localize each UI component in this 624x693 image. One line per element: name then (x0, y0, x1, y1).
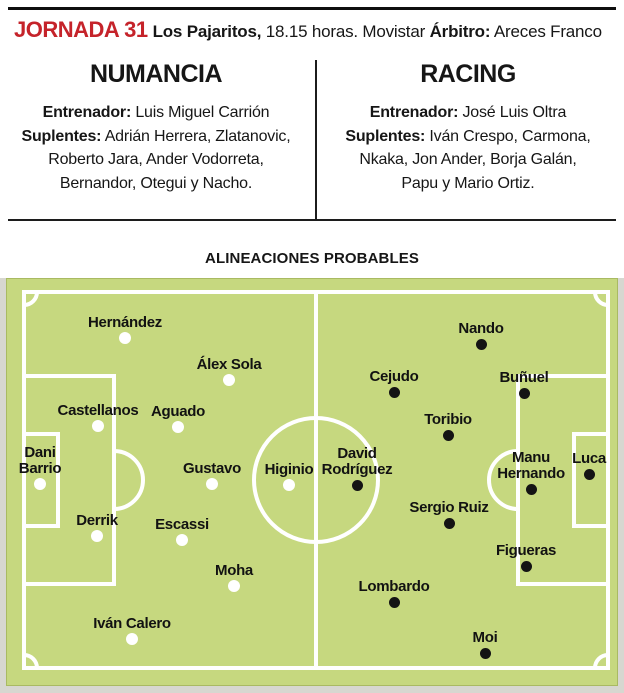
player-name: Dani Barrio (18, 444, 62, 477)
away-subs-line-3: Papu y Mario Ortiz. (401, 174, 535, 192)
team-column-numancia (4, 60, 308, 195)
coach-label: Entrenador: (369, 104, 459, 121)
player-dot (223, 374, 235, 386)
player-name: David Rodríguez (321, 445, 393, 478)
player-dot (389, 597, 400, 608)
player-name: Luca (572, 450, 606, 467)
coach-label: Entrenador: (42, 104, 132, 121)
home-subs-line-1 (4, 125, 308, 149)
player-dot (91, 530, 103, 542)
player-name: Álex Sola (196, 356, 262, 373)
home-subs-line-2: Roberto Jara, Ander Vodorreta, (48, 151, 264, 168)
player-dot (172, 421, 184, 433)
away-subs-line-1 (316, 125, 620, 149)
top-rule (8, 7, 616, 10)
player-name: Sergio Ruiz (409, 499, 489, 516)
team-name-home: NUMANCIA (89, 60, 223, 88)
stadium-name: Los Pajaritos, (152, 22, 262, 41)
referee-name: Areces Franco (493, 22, 602, 41)
section-rule (8, 219, 616, 221)
subs-label: Suplentes: (21, 127, 102, 145)
jornada-label: JORNADA 31 (14, 17, 148, 42)
player-name: Toribio (424, 411, 472, 428)
player-name: Iván Calero (93, 615, 171, 632)
player-name: Derrik (76, 512, 118, 529)
player-name: Higinio (264, 461, 314, 478)
subs-names: Adrián Herrera, Zlatanovic, (104, 127, 291, 145)
player-dot (389, 387, 400, 398)
player-dot (206, 478, 218, 490)
player-dot (283, 479, 295, 491)
team-name-away: RACING (420, 60, 516, 88)
player-dot (176, 534, 188, 546)
player-dot (34, 478, 46, 490)
away-subs-line-2: Nkaka, Jon Ander, Borja Galán, (359, 151, 577, 168)
column-divider (315, 60, 317, 220)
player-dot (476, 339, 487, 350)
subs-label: Suplentes: (345, 127, 426, 145)
lineups-title: ALINEACIONES PROBABLES (205, 250, 419, 267)
referee-label: Árbitro: (429, 22, 491, 41)
player-name: Cejudo (369, 368, 419, 385)
kickoff-info: 18.15 horas. Movistar (265, 22, 426, 41)
player-dot (119, 332, 131, 344)
player-dot (521, 561, 532, 572)
player-dot (519, 388, 530, 399)
player-dot (228, 580, 240, 592)
pitch-frame (0, 278, 624, 693)
player-name: Figueras (495, 542, 557, 559)
subs-names: Iván Crespo, Carmona, (429, 127, 591, 145)
player-dot (443, 430, 454, 441)
coach-name: Luis Miguel Carrión (135, 104, 270, 121)
player-name: Gustavo (183, 460, 241, 477)
player-name: Moi (472, 629, 498, 646)
player-dot (526, 484, 537, 495)
player-dot (92, 420, 104, 432)
player-name: Lombardo (358, 578, 430, 595)
home-coach-line (4, 101, 308, 125)
pitch (6, 278, 618, 686)
player-name: Manu Hernando (497, 449, 565, 482)
player-dot (444, 518, 455, 529)
player-name: Moha (215, 562, 253, 579)
player-dot (480, 648, 491, 659)
player-name: Nando (458, 320, 504, 337)
player-dot (584, 469, 595, 480)
player-name: Escassi (155, 516, 209, 533)
coach-name: José Luis Oltra (462, 104, 567, 121)
away-coach-line (316, 101, 620, 125)
player-name: Aguado (150, 403, 206, 420)
team-column-racing (316, 60, 620, 195)
player-name: Castellanos (57, 402, 139, 419)
home-subs-line-3: Bernandor, Otegui y Nacho. (59, 174, 253, 192)
player-dot (126, 633, 138, 645)
player-dot (352, 480, 363, 491)
player-name: Buñuel (499, 369, 549, 386)
player-name: Hernández (88, 314, 162, 331)
match-info-line (14, 17, 618, 45)
